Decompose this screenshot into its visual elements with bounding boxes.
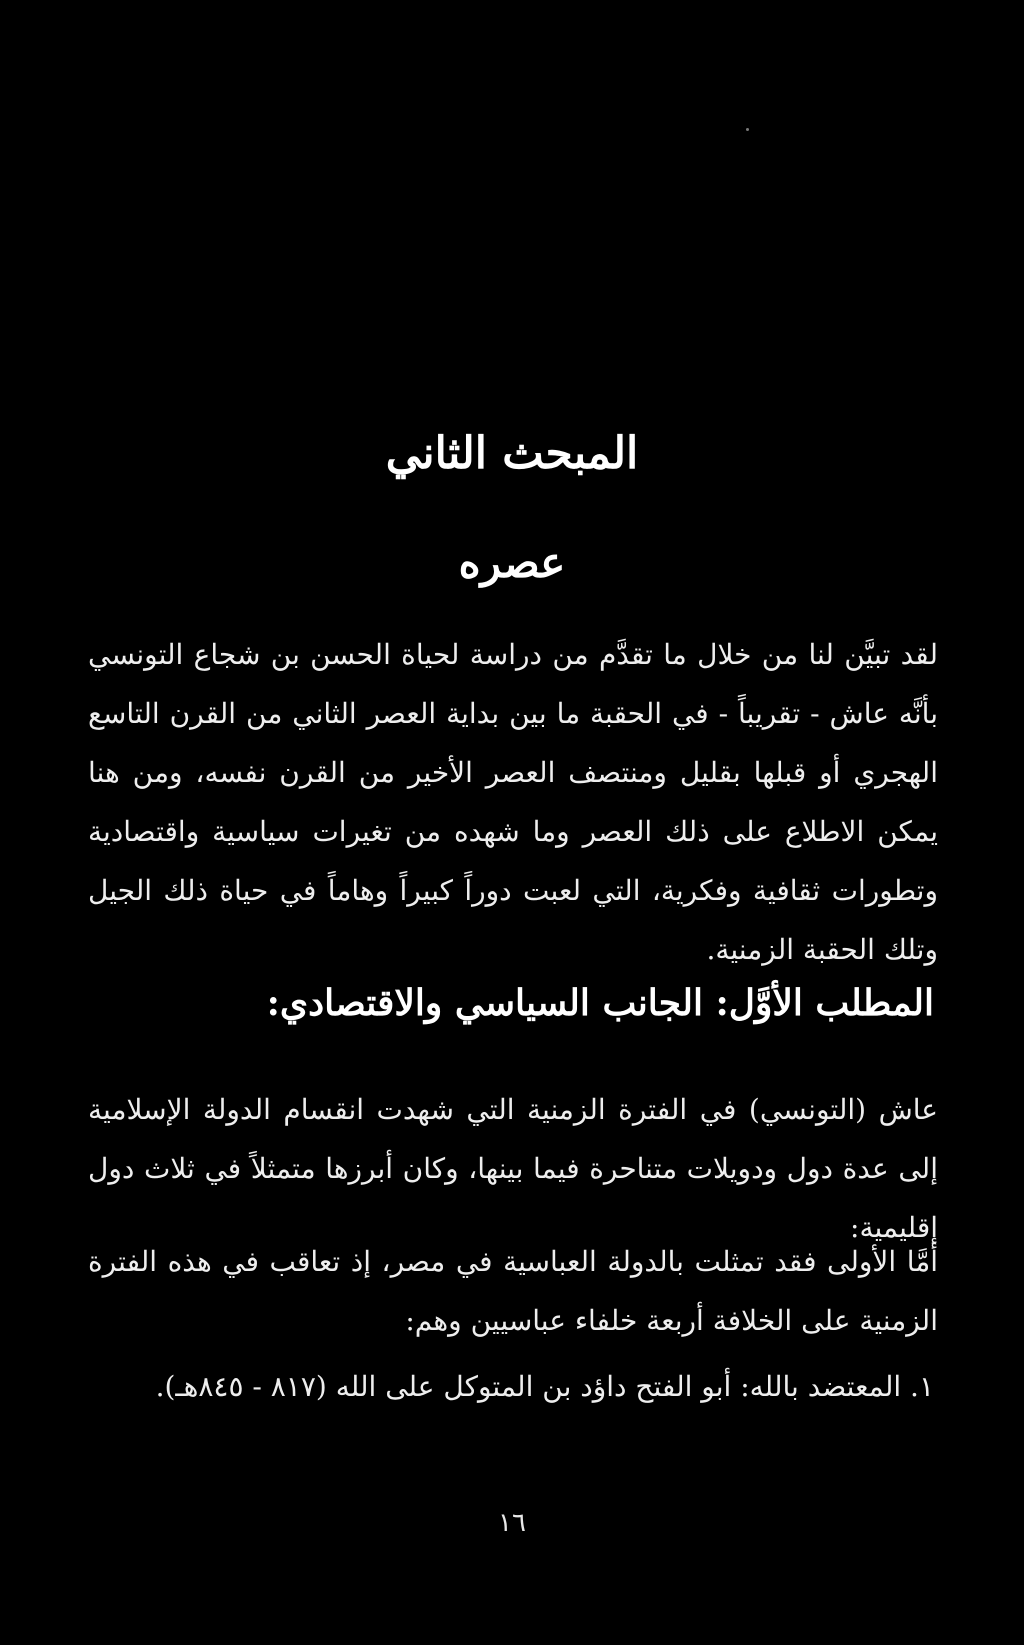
list-item: ١. المعتضد بالله: أبو الفتح داؤد بن المتوكل على الله (٨١٧ - ٨٤٥هـ). (155, 1370, 934, 1403)
page-number: ١٦ (498, 1508, 526, 1538)
section-paragraph-2: أمَّا الأولى فقد تمثلت بالدولة العباسية في مصر، إذ تعاقب في هذه الفترة الزمنية على الخلافة أربعة خلفاء عباسيين وهم: (88, 1245, 938, 1337)
intro-paragraph: لقد تبيَّن لنا من خلال ما تقدَّم من دراسة لحياة الحسن بن شجاع التونسي بأنَّه عاش - تقريباً - في الحقبة ما بين بداية العصر الثاني من القرن التاسع الهجري أو قبلها بقليل ومنتصف العصر الأخير من القرن نفسه، ومن هنا يمكن الاطلاع على ذلك العصر وما شهده من تغيرات سياسية واقتصادية وتطورات ثقافية وفكرية، التي لعبت دوراً كبيراً وهاماً في حياة ذلك الجيل وتلك الحقبة الزمنية. (88, 638, 938, 966)
chapter-title: المبحث الثاني (385, 428, 639, 479)
chapter-subtitle: عصره (458, 538, 566, 587)
caliphs-list (156, 1370, 934, 1403)
scan-speck (746, 128, 749, 131)
section-paragraph-1: عاش (التونسي) في الفترة الزمنية التي شهدت انقسام الدولة الإسلامية إلى عدة دول ودويلات متناحرة فيما بينها، وكان أبرزها متمثلاً في ثلاث دول إقليمية: (88, 1093, 938, 1244)
section-heading: المطلب الأوَّل: الجانب السياسي والاقتصادي: (266, 982, 934, 1024)
